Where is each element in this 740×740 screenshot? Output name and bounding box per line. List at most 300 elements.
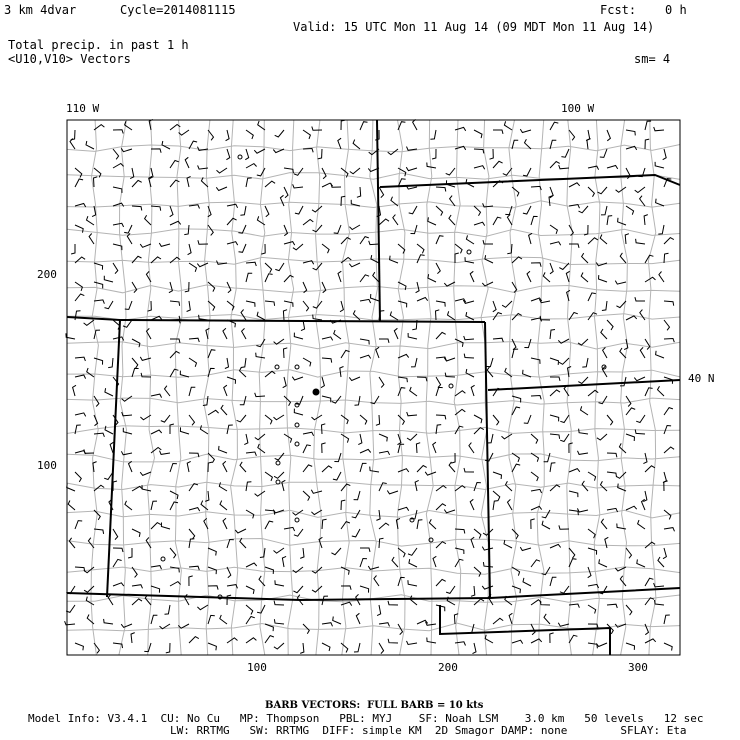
county-line [67,510,680,518]
wind-barb [524,415,531,423]
wind-barb [170,548,176,558]
wind-barb [312,206,322,212]
wind-barb [471,385,474,396]
wind-barb [493,491,500,501]
wind-barb [654,127,664,131]
wind-barb [411,225,418,234]
oklahoma-panhandle-border [440,605,610,655]
wind-barb [227,567,231,578]
station-marker [161,557,165,561]
wind-barb [94,358,103,365]
wind-barb [616,187,626,192]
wind-barb [455,642,466,646]
wind-barb [474,415,482,423]
station-marker [295,423,299,427]
lon-label-110w: 110 W [66,102,100,115]
cycle-label: Cycle=2014081115 [120,3,236,17]
wind-barb [379,623,390,627]
county-line [147,120,155,655]
wind-barb [374,576,379,587]
wind-barb [282,480,286,491]
wind-barb [569,313,578,321]
map-frame [67,120,680,655]
wind-barb [379,339,389,343]
wind-barb [84,586,94,592]
wind-barb [360,548,370,552]
wind-barb [246,617,255,625]
wind-barb [407,412,417,416]
wind-barb [274,601,284,605]
wind-barb [664,615,670,624]
wind-barb [455,253,459,263]
wind-barb [598,187,608,194]
wind-barb [255,491,265,496]
wind-barb [493,472,502,479]
wind-barb [226,149,229,160]
wind-barb [485,635,493,643]
wind-barb [303,130,310,139]
wind-barb [638,520,645,529]
wind-barb [303,220,313,226]
wind-barb [334,225,341,233]
wind-barb [275,130,284,137]
wind-barb [113,149,119,159]
wind-barb [104,619,113,624]
wind-barb [246,586,254,594]
wind-barb [280,195,284,206]
wind-barb [626,146,637,149]
wind-barb [406,167,417,170]
wind-barb [349,225,360,230]
wind-barb [635,187,645,193]
wind-barb [94,177,98,187]
wind-barb [398,469,409,472]
wind-barb [341,522,350,529]
wind-barb [227,377,236,384]
wind-barb [170,424,174,434]
wind-barb [581,406,589,415]
wind-barb [560,415,569,423]
wind-barb [512,586,520,593]
wind-barb [410,387,417,396]
wind-barb [559,263,569,270]
wind-barb [358,434,362,445]
wind-barb [487,367,493,377]
wind-barb [588,605,596,614]
wind-barb [356,613,360,624]
wind-barb [430,130,436,139]
wind-barb [151,149,161,153]
wind-barb [300,548,304,558]
wind-barb [531,434,538,444]
wind-barb [601,481,608,491]
wind-barb [588,472,596,481]
wind-barb [645,639,656,643]
wind-barb [474,529,481,538]
wind-barb [284,242,295,246]
wind-barb [311,510,322,515]
wind-barb [132,358,138,368]
wind-barb [265,301,275,306]
wind-barb [607,166,618,169]
wind-barb [531,519,535,529]
wind-barb [413,119,417,130]
wind-barb [184,225,189,235]
wind-barb [635,297,645,301]
wind-barb [376,510,380,520]
wind-barb [360,339,369,345]
wind-barb [235,529,246,533]
wind-barb [303,301,309,311]
wind-barb [550,330,555,340]
wind-barb [318,149,322,159]
wind-barb [664,320,670,330]
wind-barb [379,219,389,225]
wind-barb [188,244,192,255]
wind-barb [379,434,387,441]
wind-barb [75,225,83,233]
wind-barb [645,578,653,586]
wind-barb [512,464,520,472]
wind-barb [246,510,254,518]
wind-barb [503,168,512,175]
county-line [259,120,265,655]
wind-barb [474,567,481,577]
wind-barb [146,271,151,282]
wind-barb [601,206,607,215]
wind-barb [208,350,215,358]
wind-barb [455,127,466,130]
wind-barb [637,559,645,567]
wind-barb [471,586,475,596]
wind-barb [71,130,75,140]
wind-barb [455,486,465,491]
wind-barb [368,566,379,569]
wind-barb [634,377,645,381]
wind-barb [379,483,387,491]
wind-barb [542,521,550,529]
wind-barb [607,415,613,425]
county-line [119,120,127,655]
wind-barb [379,643,384,654]
wind-barb [237,415,246,422]
wind-barb [108,595,113,606]
wind-barb [470,271,474,282]
wind-barb [529,233,533,244]
wind-barb [474,483,481,492]
wind-barb [353,310,360,320]
wind-barb [322,443,326,453]
wind-barb [640,310,645,320]
wind-barb [170,351,180,358]
station-marker [276,461,280,465]
wind-barb [219,446,227,453]
wind-barb [620,377,626,386]
wind-barb [466,235,474,244]
wind-barb [125,121,132,130]
wind-barb [129,461,133,472]
wind-barb [396,518,400,529]
wind-barb [540,601,550,605]
wind-barb [482,586,493,589]
wind-barb [338,138,341,149]
wind-barb [663,548,666,559]
wind-barb [398,388,405,396]
wind-barb [620,253,626,263]
wind-barb [105,301,114,309]
wind-barb [542,510,550,518]
wind-barb [626,206,634,215]
wind-barb [512,640,523,643]
wind-barb [180,427,189,434]
wind-barb [170,301,180,306]
wind-barb [626,316,637,320]
wind-barb [151,615,157,624]
wind-barb [208,453,214,463]
wind-barb [376,415,380,425]
wind-barb [569,635,577,643]
wind-barb [246,563,257,567]
wind-barb [560,434,569,442]
county-line [67,342,680,349]
wind-barb [371,294,380,301]
wind-barb [242,328,246,339]
wind-barb [626,506,637,510]
y-tick-200: 200 [37,268,57,281]
wind-barb [448,311,456,320]
county-line [67,482,680,489]
wind-barb [113,187,122,193]
wind-barb [558,623,569,626]
wind-barb [550,390,560,396]
wind-barb [151,566,162,570]
wind-barb [578,451,589,455]
wind-barb [312,127,322,131]
wind-barb [493,217,501,225]
wind-barb [94,396,99,407]
wind-barb [360,355,371,358]
wind-barb [132,282,137,293]
wind-barb [265,263,272,273]
wind-barb [257,216,265,225]
wind-barb [295,206,303,214]
wind-barb [84,320,94,325]
forecast-hour: Fcst: 0 h [600,3,687,17]
wind-barb [224,385,227,396]
wind-barb [569,183,580,187]
wind-barb [645,339,650,350]
wind-barb [75,425,81,434]
wind-barb [121,148,132,151]
wind-barb [507,244,512,254]
wind-barb [379,523,389,529]
wind-barb [312,586,322,592]
wind-barb [569,244,579,248]
model-info-line1: Model Info: V3.4.1 CU: No Cu MP: Thompson PBL: MYJ SF: Noah LSM 3.0 km 50 levels 12 sec [28,712,704,725]
wind-barb [360,275,369,282]
county-line [481,120,489,655]
wind-barb [360,559,367,568]
wind-barb [658,386,665,396]
wind-barb [145,215,151,225]
wind-barb [75,375,86,379]
wind-barb [626,605,632,615]
county-line [287,120,294,655]
wind-barb [569,604,579,608]
wind-barb [471,537,474,548]
wind-barb [531,506,542,510]
barb-legend: BARB VECTORS: FULL BARB = 10 kts [265,700,484,711]
wind-barb [321,377,324,388]
wind-barb [151,586,160,593]
wind-barb [588,166,599,170]
wind-barb [360,463,367,472]
wind-barb [113,263,118,274]
wind-barb [444,510,455,513]
wind-barb [607,604,617,608]
wind-barb [377,605,381,616]
wind-barb [303,491,310,501]
wind-barb [432,149,436,159]
wind-barb [216,187,227,191]
wind-barb [170,567,179,572]
wind-barb [664,643,672,651]
wind-barb [75,413,86,417]
wind-barb [294,529,303,536]
wind-barb [200,425,208,434]
wind-barb [398,415,404,425]
wind-barb [523,168,531,176]
wind-barb [469,443,474,453]
wind-barb [169,282,173,293]
wind-barb [75,472,81,482]
wind-barb [170,369,178,377]
wind-barb [322,244,329,253]
wind-barb [185,282,189,292]
wind-barb [322,519,327,529]
wind-barb [482,547,493,551]
wind-barb [151,430,162,434]
wind-barb [274,415,285,420]
county-line [426,120,433,655]
wind-barb [493,161,503,168]
wind-barb [512,257,522,263]
wind-barb [464,336,474,340]
wind-barb [201,501,208,510]
wind-barb [436,415,446,419]
wind-barb [333,617,341,625]
valid-time: Valid: 15 UTC Mon 11 Aug 14 (09 MDT Mon 11 Aug 14) [293,20,655,34]
wind-barb [94,643,99,653]
county-line [567,120,573,655]
station-marker [295,442,299,446]
station-marker [276,480,280,484]
wind-barb [656,199,664,206]
wind-barb [644,215,648,225]
wind-barb [436,301,445,307]
wind-barb [407,434,417,440]
wind-barb [436,579,446,586]
wind-barb [658,225,664,234]
y-tick-100: 100 [37,459,57,472]
wind-barb [151,523,161,529]
wind-barb [523,206,531,214]
wind-barb [123,320,132,327]
wind-barb [569,469,580,472]
wind-barb [360,586,369,593]
wind-barb [550,162,560,169]
wind-barb [113,559,122,567]
wind-barb [160,451,171,455]
x-tick-300: 300 [628,661,648,674]
wind-barb [162,141,170,149]
wind-barb [645,388,653,396]
wind-barb [93,462,97,472]
wind-barb [493,618,503,624]
wind-barb [357,187,361,197]
wind-barb [208,548,216,556]
wind-barb [105,388,113,396]
wind-barb [189,637,199,643]
wind-barb [664,426,671,435]
field-title-vectors: <U10,V10> Vectors [8,52,131,66]
wind-barb [208,462,212,472]
wind-barb [392,557,398,567]
wind-barb [451,453,455,463]
wind-barb [311,490,322,494]
wind-barb [436,332,446,339]
wind-barb [578,377,588,384]
wind-barb [284,225,288,236]
wind-barb [104,276,113,282]
wind-barb [626,408,635,415]
wind-barb [121,451,132,455]
wind-barb [550,242,561,246]
county-line [593,120,600,655]
wind-barb [140,472,151,475]
wind-barb [409,559,417,567]
wind-barb [455,391,465,396]
wind-barb [244,434,248,445]
wind-barb [408,580,417,586]
wind-barb [189,529,195,539]
wind-barb [341,586,351,590]
wind-barb [436,263,440,274]
county-line [231,120,238,655]
wind-barb [599,559,607,567]
wind-barb [588,548,597,555]
wind-barb [123,428,132,434]
station-marker [467,250,471,254]
station-marker [295,518,299,522]
wind-barb [284,187,288,198]
wind-barb [550,544,561,548]
wind-barb [227,218,237,225]
wind-barb [664,301,674,306]
wind-barb [664,528,675,532]
wind-barb [524,339,531,348]
wind-barb [227,242,238,245]
wind-barb [512,339,516,350]
wind-barb [577,508,588,512]
wind-barb [560,586,569,593]
wind-barb [132,529,140,537]
wind-barb [398,244,405,254]
wind-barb [223,461,227,472]
wind-barb [507,214,512,225]
wind-barb [258,444,265,453]
wind-barb [220,615,227,624]
